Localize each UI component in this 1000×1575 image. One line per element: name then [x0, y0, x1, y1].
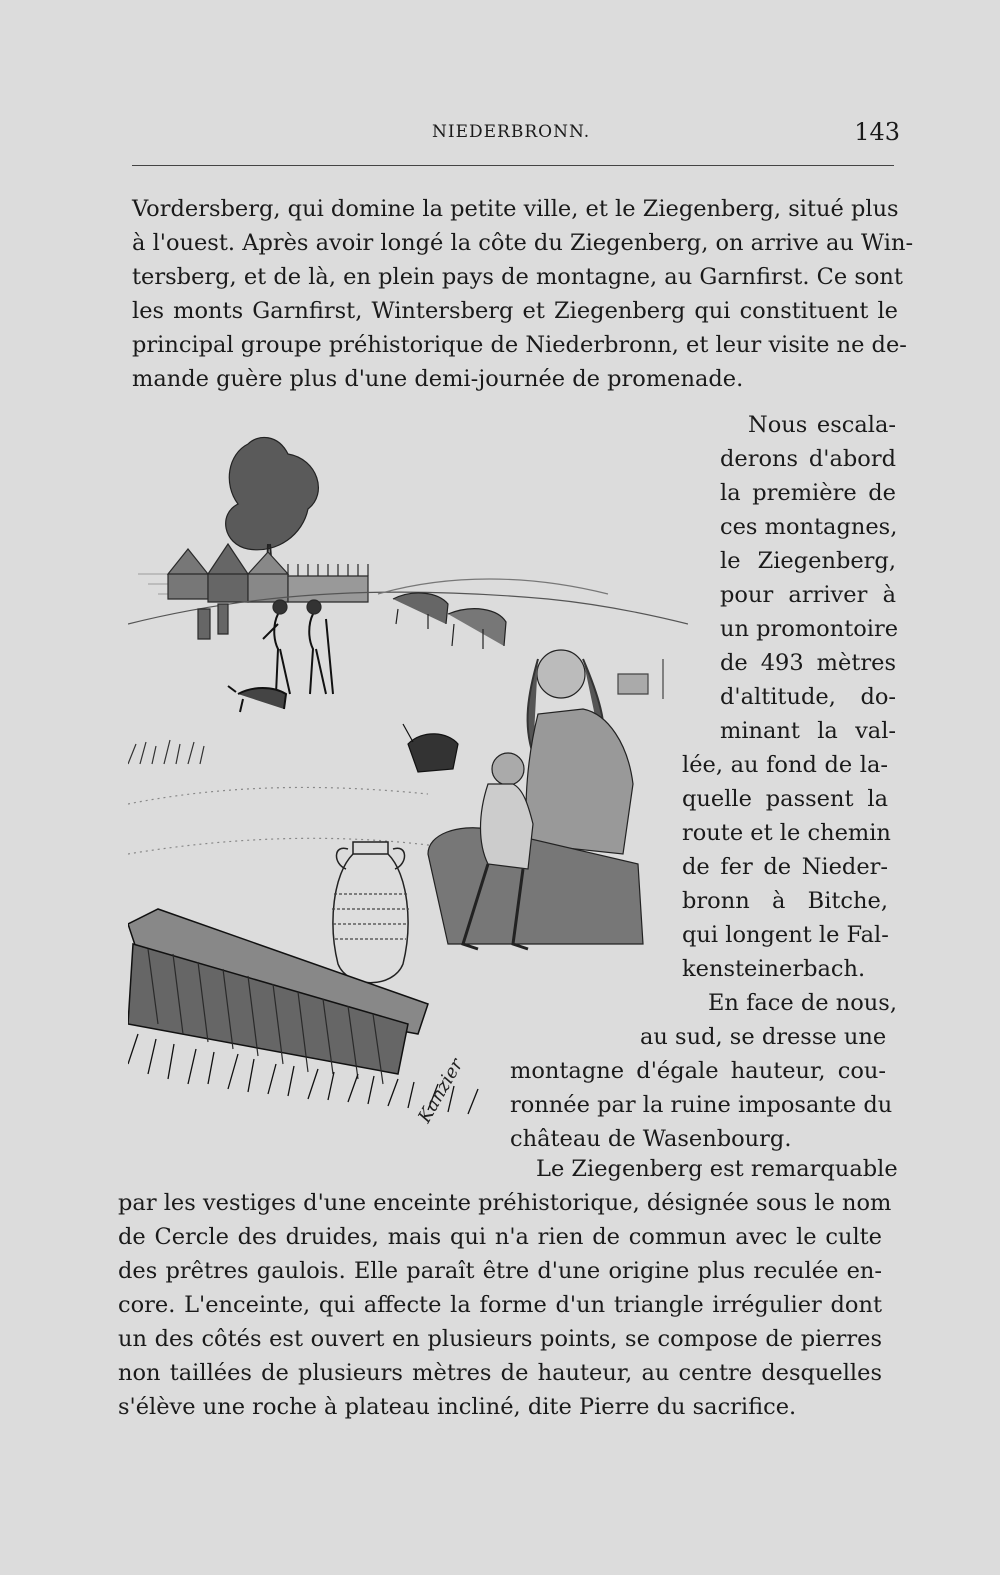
- text-line: kensteinerbach.: [682, 956, 866, 982]
- text-line: par les vestiges d'une enceinte préhistorique, désignée sous le nom: [118, 1190, 892, 1216]
- text-line: minant la val-: [720, 718, 896, 744]
- running-head: [132, 118, 900, 152]
- text-line: qui longent le Fal-: [682, 922, 889, 948]
- artist-signature: Kanzier: [414, 1055, 468, 1127]
- text-line: En face de nous,: [708, 990, 897, 1016]
- text-line: Vordersberg, qui domine la petite ville, et le Ziegenberg, situé plus: [132, 196, 899, 222]
- text-line: les monts Garnfirst, Wintersberg et Ziegenberg qui constituent le: [132, 298, 898, 324]
- text-line: la première de: [720, 480, 896, 506]
- page-number: 143: [854, 118, 900, 146]
- paragraph-4: [118, 1152, 898, 1424]
- text-line: château de Wasenbourg.: [510, 1126, 792, 1152]
- text-line: un des côtés est ouvert en plusieurs points, se compose de pierres: [118, 1326, 882, 1352]
- text-line: bronn à Bitche,: [682, 888, 888, 914]
- text-line: route et le chemin: [682, 820, 891, 846]
- paragraph-1: [132, 192, 914, 396]
- text-line: montagne d'égale hauteur, cou-: [510, 1058, 886, 1084]
- text-line: quelle passent la: [682, 786, 888, 812]
- text-line: de 493 mètres: [720, 650, 896, 676]
- text-line: au sud, se dresse une: [640, 1024, 887, 1050]
- text-line: de Cercle des druides, mais qui n'a rien de commun avec le culte: [118, 1224, 882, 1250]
- text-line: principal groupe préhistorique de Niederbronn, et leur visite ne de-: [132, 332, 907, 358]
- text-line: ces montagnes,: [720, 514, 898, 540]
- text-line: mande guère plus d'une demi-journée de promenade.: [132, 366, 744, 392]
- engraving-illustration: [128, 424, 688, 1144]
- text-line: core. L'enceinte, qui affecte la forme d'un triangle irrégulier dont: [118, 1292, 882, 1318]
- text-line: tersberg, et de là, en plein pays de montagne, au Garnfirst. Ce sont: [132, 264, 903, 290]
- text-line: d'altitude, do-: [720, 684, 896, 710]
- text-line: non taillées de plusieurs mètres de hauteur, au centre desquelles: [118, 1360, 882, 1386]
- text-line: Nous escala-: [748, 412, 896, 438]
- text-line: de fer de Nieder-: [682, 854, 888, 880]
- text-line: un promontoire: [720, 616, 899, 642]
- text-line: derons d'abord: [720, 446, 896, 472]
- text-line: ronnée par la ruine imposante du: [510, 1092, 893, 1118]
- text-line: des prêtres gaulois. Elle paraît être d'une origine plus reculée en-: [118, 1258, 882, 1284]
- text-line: lée, au fond de la-: [682, 752, 888, 778]
- running-head-title: NIEDERBRONN.: [432, 122, 591, 142]
- text-line: Le Ziegenberg est remarquable: [536, 1156, 898, 1182]
- text-line: s'élève une roche à plateau incliné, dite Pierre du sacrifice.: [118, 1394, 797, 1420]
- text-line: le Ziegenberg,: [720, 548, 896, 574]
- text-line: à l'ouest. Après avoir longé la côte du Ziegenberg, on arrive au Win-: [132, 230, 914, 256]
- engraving-drawing: [128, 424, 688, 1144]
- text-line: pour arriver à: [720, 582, 896, 608]
- header-rule: [132, 165, 894, 166]
